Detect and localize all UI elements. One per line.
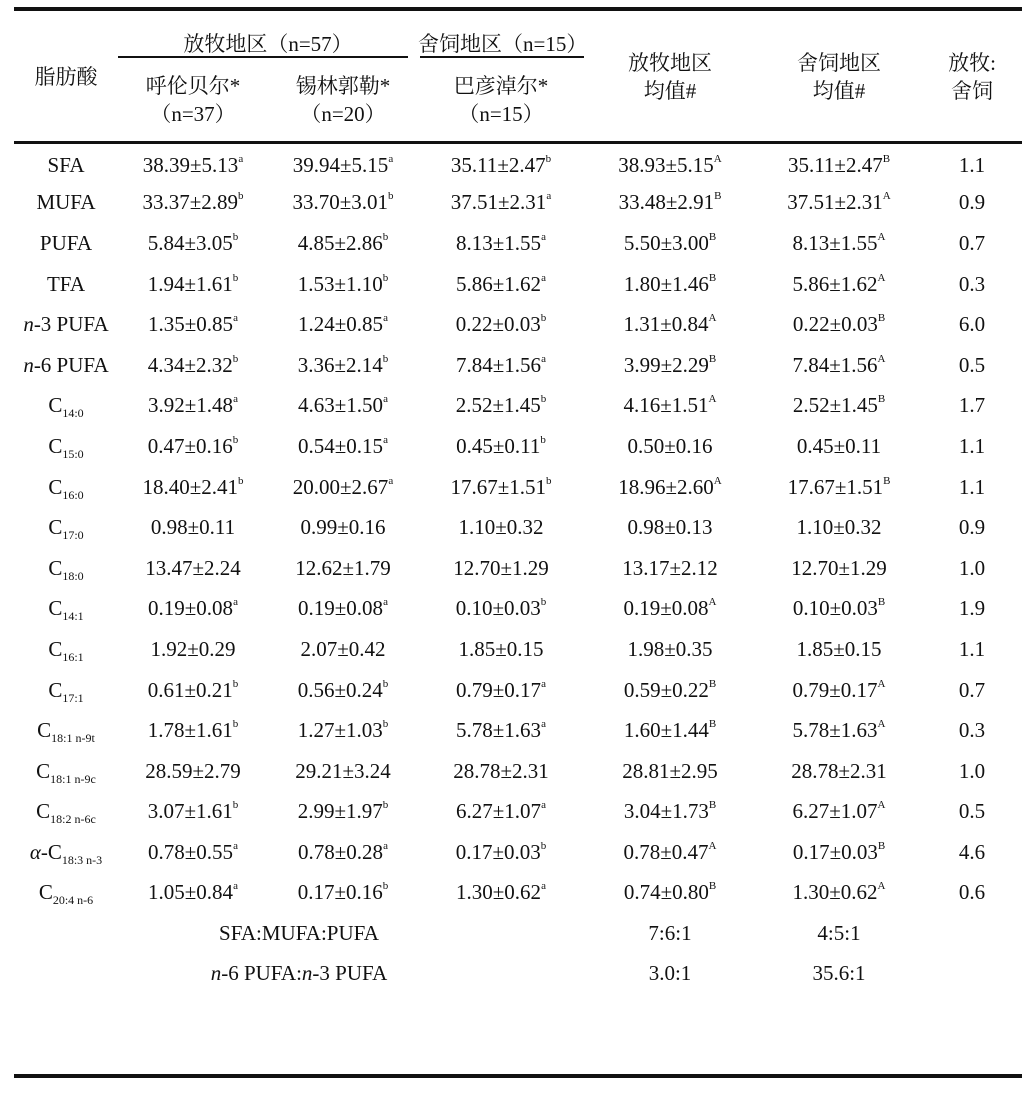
value-hulunbeier: 4.34±2.32$^b$ (147, 352, 239, 377)
summary-label-sfa-mufa-pufa: SFA:MUFA:PUFA (219, 920, 379, 945)
fatty-acid-name: $C_{18:1 n-9t}$ (37, 718, 95, 746)
value-xilinguole: 3.36±2.14$^b$ (297, 352, 389, 377)
value-bayannaoer: 0.79±0.17$^a$ (456, 677, 546, 702)
value-hulunbeier: 1.35±0.85$^a$ (148, 312, 238, 337)
value-ratio: 1.1 (958, 152, 986, 177)
value-ratio: 6.0 (958, 312, 986, 337)
fatty-acid-name: $C_{15:0}$ (48, 433, 84, 462)
value-xilinguole: 2.07±0.42 (300, 636, 386, 661)
fatty-acid-name: MUFA (36, 190, 96, 215)
fatty-acid-name: $C_{17:1}$ (48, 677, 84, 705)
table-row (14, 792, 1022, 833)
fatty-acid-name: $C_{18:0}$ (48, 555, 84, 583)
value-hulunbeier: 5.84±3.05$^b$ (147, 230, 239, 255)
value-fangmu-mean: 1.98±0.35 (627, 636, 713, 661)
value-fangmu-mean: 0.50±0.16 (627, 433, 713, 458)
value-fangmu-mean: $3.04\pm 1.73^B$ (623, 799, 717, 824)
value-fangmu-mean: $0.59\pm 0.22^B$ (623, 677, 717, 702)
value-shesi-mean: $5.86\pm 1.62^A$ (792, 271, 886, 296)
col-header-hulunbeier: 呼伦贝尔* （n=37） (145, 74, 241, 126)
table-row (14, 345, 1022, 386)
value-ratio: 1.1 (958, 636, 986, 661)
value-shesi-mean: $0.22\pm 0.03^B$ (792, 312, 886, 337)
value-xilinguole: 39.94±5.15$^a$ (292, 152, 394, 177)
value-ratio: 1.1 (958, 433, 986, 458)
table-row (14, 751, 1022, 792)
value-fangmu-mean: 13.17±2.12 (622, 555, 718, 580)
fatty-acid-name: $C_{20:4 n-6}$ (38, 880, 94, 908)
value-fangmu-mean: 28.81±2.95 (622, 758, 718, 783)
fatty-acid-name: $\alpha-C_{18:3 n-3}$ (29, 839, 103, 868)
value-shesi-mean: 1.10±0.32 (796, 515, 882, 540)
value-hulunbeier: 38.39±5.13$^a$ (142, 152, 244, 177)
value-hulunbeier: 0.47±0.16$^b$ (147, 433, 239, 458)
value-ratio: 4.6 (958, 839, 986, 864)
value-xilinguole: 12.62±1.79 (295, 555, 391, 580)
value-ratio: 0.9 (958, 515, 986, 540)
fatty-acid-name: PUFA (39, 230, 93, 255)
value-fangmu-mean: 0.98±0.13 (627, 515, 713, 540)
value-fangmu-mean: $1.80\pm 1.46^B$ (623, 271, 717, 296)
value-shesi-mean: $2.52\pm 1.45^B$ (792, 393, 886, 418)
value-ratio: 0.3 (958, 271, 986, 296)
value-xilinguole: 33.70±3.01$^b$ (292, 190, 394, 215)
fatty-acid-name: $C_{18:1 n-9c}$ (36, 758, 96, 786)
value-hulunbeier: 1.92±0.29 (150, 636, 236, 661)
table-row (14, 467, 1022, 508)
value-shesi-mean: 0.45±0.11 (796, 433, 882, 458)
value-hulunbeier: 1.78±1.61$^b$ (147, 718, 239, 743)
value-hulunbeier: 1.05±0.84$^a$ (148, 880, 238, 905)
value-shesi-mean: $37.51\pm 2.31^A$ (787, 190, 891, 215)
col-header-xilinguole: 锡林郭勒* （n=20） (295, 74, 391, 126)
table-row (14, 426, 1022, 467)
value-fangmu-mean: $1.60\pm 1.44^B$ (623, 718, 717, 743)
table-top-rule (14, 7, 1022, 11)
value-fangmu-mean: $0.74\pm 0.80^B$ (623, 880, 717, 905)
table-row (14, 304, 1022, 345)
value-ratio: 1.0 (958, 758, 986, 783)
summary-rows (14, 913, 1022, 993)
fatty-acid-name: n-6 PUFA (23, 352, 109, 377)
value-shesi-mean: $0.10\pm 0.03^B$ (792, 596, 886, 621)
value-fangmu-mean: $18.96\pm 2.60^A$ (618, 474, 722, 499)
fatty-acid-name: TFA (46, 271, 86, 296)
value-fangmu-mean: $5.50\pm 3.00^B$ (623, 230, 717, 255)
value-shesi-mean: $35.11\pm 2.47^B$ (787, 152, 891, 177)
summary-label-n6-n3: n-6 PUFA:n-3 PUFA (210, 960, 388, 985)
value-bayannaoer: 35.11±2.47$^b$ (450, 152, 552, 177)
col-header-shesi-mean: 舍饲地区 均值# (797, 51, 881, 103)
value-xilinguole: 2.99±1.97$^b$ (297, 799, 389, 824)
col-header-fangmu-mean: 放牧地区 均值# (628, 51, 712, 103)
value-bayannaoer: 0.22±0.03$^b$ (455, 312, 547, 337)
value-ratio: 0.3 (958, 718, 986, 743)
value-hulunbeier: 3.07±1.61$^b$ (147, 799, 239, 824)
value-bayannaoer: 5.78±1.63$^a$ (456, 718, 546, 743)
value-xilinguole: 20.00±2.67$^a$ (292, 474, 394, 499)
value-bayannaoer: 17.67±1.51$^b$ (450, 474, 552, 499)
value-bayannaoer: 1.30±0.62$^a$ (456, 880, 546, 905)
value-fangmu-mean: $0.78\pm 0.47^A$ (623, 839, 717, 864)
value-bayannaoer: 0.17±0.03$^b$ (455, 839, 547, 864)
value-hulunbeier: 0.98±0.11 (150, 515, 236, 540)
value-hulunbeier: 28.59±2.79 (145, 758, 241, 783)
value-shesi-mean: $8.13\pm 1.55^A$ (792, 230, 886, 255)
value-xilinguole: 0.19±0.08$^a$ (298, 596, 388, 621)
value-bayannaoer: 5.86±1.62$^a$ (456, 271, 546, 296)
table-row (14, 629, 1022, 670)
value-ratio: 0.6 (958, 880, 986, 905)
value-xilinguole: 0.56±0.24$^b$ (297, 677, 389, 702)
summary-fangmu-ratio-1: 7:6:1 (648, 920, 692, 945)
value-shesi-mean: $0.17\pm 0.03^B$ (792, 839, 886, 864)
value-ratio: 0.7 (958, 230, 986, 255)
table-row (14, 670, 1022, 711)
value-xilinguole: 0.78±0.28$^a$ (298, 839, 388, 864)
value-hulunbeier: 1.94±1.61$^b$ (147, 271, 239, 296)
table-row (14, 183, 1022, 224)
value-shesi-mean: $17.67\pm 1.51^B$ (787, 474, 891, 499)
value-fangmu-mean: $38.93\pm 5.15^A$ (618, 152, 722, 177)
value-ratio: 1.9 (958, 596, 986, 621)
fatty-acid-table (14, 12, 1022, 993)
value-shesi-mean: 1.85±0.15 (796, 636, 882, 661)
value-shesi-mean: 12.70±1.29 (791, 555, 887, 580)
value-xilinguole: 4.63±1.50$^a$ (298, 393, 388, 418)
value-ratio: 0.5 (958, 799, 986, 824)
value-ratio: 1.1 (958, 474, 986, 499)
value-xilinguole: 0.99±0.16 (300, 515, 386, 540)
value-ratio: 1.0 (958, 555, 986, 580)
col-header-bayannaoer: 巴彦淖尔* （n=15） (453, 74, 549, 126)
value-hulunbeier: 0.78±0.55$^a$ (148, 839, 238, 864)
fatty-acid-name: n-3 PUFA (23, 312, 109, 337)
fatty-acid-name: $C_{17:0}$ (48, 515, 84, 543)
value-hulunbeier: 13.47±2.24 (145, 555, 241, 580)
group-header-shesi: 舍饲地区（n=15） (418, 32, 588, 56)
fatty-acid-name: SFA (47, 152, 85, 177)
group-header-fangmu: 放牧地区（n=57） (183, 32, 353, 56)
value-bayannaoer: 2.52±1.45$^b$ (455, 393, 547, 418)
value-bayannaoer: 0.45±0.11$^b$ (456, 433, 546, 458)
value-shesi-mean: 28.78±2.31 (791, 758, 887, 783)
fatty-acid-name: $C_{14:1}$ (48, 596, 84, 624)
value-shesi-mean: $7.84\pm 1.56^A$ (792, 352, 886, 377)
value-shesi-mean: $1.30\pm 0.62^A$ (792, 880, 886, 905)
table-row (14, 589, 1022, 630)
table-row (14, 832, 1022, 873)
col-header-fatty-acid: 脂肪酸 (34, 65, 98, 89)
value-hulunbeier: 0.19±0.08$^a$ (148, 596, 238, 621)
value-bayannaoer: 37.51±2.31$^a$ (450, 190, 552, 215)
fatty-acid-name: $C_{14:0}$ (48, 393, 84, 421)
table-row (14, 223, 1022, 264)
value-shesi-mean: $5.78\pm 1.63^A$ (792, 718, 886, 743)
value-ratio: 0.9 (958, 190, 986, 215)
value-xilinguole: 1.27±1.03$^b$ (297, 718, 389, 743)
fatty-acid-name: $C_{18:2 n-6c}$ (36, 799, 96, 827)
value-hulunbeier: 3.92±1.48$^a$ (148, 393, 238, 418)
value-hulunbeier: 33.37±2.89$^b$ (142, 190, 244, 215)
table-row (14, 264, 1022, 305)
value-xilinguole: 1.24±0.85$^a$ (298, 312, 388, 337)
value-hulunbeier: 0.61±0.21$^b$ (147, 677, 239, 702)
value-ratio: 0.5 (958, 352, 986, 377)
table-row (14, 710, 1022, 751)
fatty-acid-name: $C_{16:1}$ (48, 636, 84, 665)
table-bottom-rule (14, 1074, 1022, 1078)
table-row (14, 548, 1022, 589)
table-row (14, 507, 1022, 548)
value-fangmu-mean: $4.16\pm 1.51^A$ (623, 393, 717, 418)
summary-shesi-ratio-2: 35.6:1 (812, 960, 866, 985)
value-bayannaoer: 7.84±1.56$^a$ (456, 352, 546, 377)
value-bayannaoer: 1.85±0.15 (458, 636, 544, 661)
value-fangmu-mean: $1.31\pm 0.84^A$ (623, 312, 717, 337)
value-fangmu-mean: $0.19\pm 0.08^A$ (623, 596, 717, 621)
value-hulunbeier: 18.40±2.41$^b$ (142, 474, 244, 499)
value-xilinguole: 29.21±3.24 (295, 758, 391, 783)
col-header-ratio: 放牧: 舍饲 (948, 51, 996, 103)
value-bayannaoer: 1.10±0.32 (458, 515, 544, 540)
value-bayannaoer: 28.78±2.31 (453, 758, 549, 783)
summary-shesi-ratio-1: 4:5:1 (817, 920, 861, 945)
fatty-acid-name: $C_{16:0}$ (48, 474, 84, 502)
value-bayannaoer: 8.13±1.55$^a$ (456, 230, 546, 255)
value-xilinguole: 0.54±0.15$^a$ (298, 433, 388, 458)
value-ratio: 0.7 (958, 677, 986, 702)
table-row (14, 386, 1022, 427)
value-xilinguole: 1.53±1.10$^b$ (297, 271, 389, 296)
value-fangmu-mean: $3.99\pm 2.29^B$ (623, 352, 717, 377)
value-bayannaoer: 6.27±1.07$^a$ (456, 799, 546, 824)
summary-fangmu-ratio-2: 3.0:1 (648, 960, 692, 985)
value-xilinguole: 4.85±2.86$^b$ (297, 230, 389, 255)
value-bayannaoer: 12.70±1.29 (453, 555, 549, 580)
table-body (14, 142, 1022, 913)
value-bayannaoer: 0.10±0.03$^b$ (455, 596, 547, 621)
value-ratio: 1.7 (958, 393, 986, 418)
value-shesi-mean: $6.27\pm 1.07^A$ (792, 799, 886, 824)
value-shesi-mean: $0.79\pm 0.17^A$ (792, 677, 886, 702)
table-row (14, 873, 1022, 914)
value-fangmu-mean: $33.48\pm 2.91^B$ (618, 190, 722, 215)
table-row (14, 142, 1022, 183)
value-xilinguole: 0.17±0.16$^b$ (297, 880, 389, 905)
